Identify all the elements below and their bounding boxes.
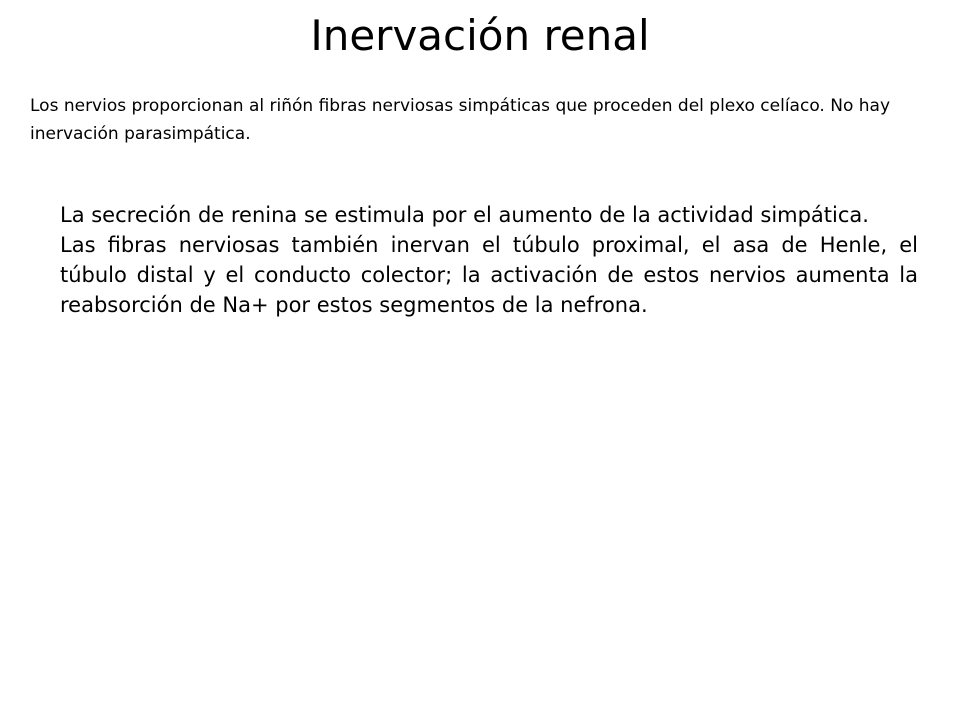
body-paragraph-fibers: Las fibras nerviosas también inervan el túbulo proximal, el asa de Henle, el túbulo distal y el conducto colector; la activación de estos nervios aumenta la reabsorción de Na+ por estos segmentos de la nefrona. bbox=[60, 233, 918, 317]
body-paragraph-renin: La secreción de renina se estimula por el aumento de la actividad simpática. bbox=[60, 203, 869, 227]
intro-text: Los nervios proporcionan al riñón fibras nerviosas simpáticas que proceden del plexo celíaco. No hay inervación parasimpática. bbox=[30, 96, 891, 144]
slide-title: Inervación renal bbox=[310, 11, 650, 60]
body-text bbox=[60, 200, 918, 320]
